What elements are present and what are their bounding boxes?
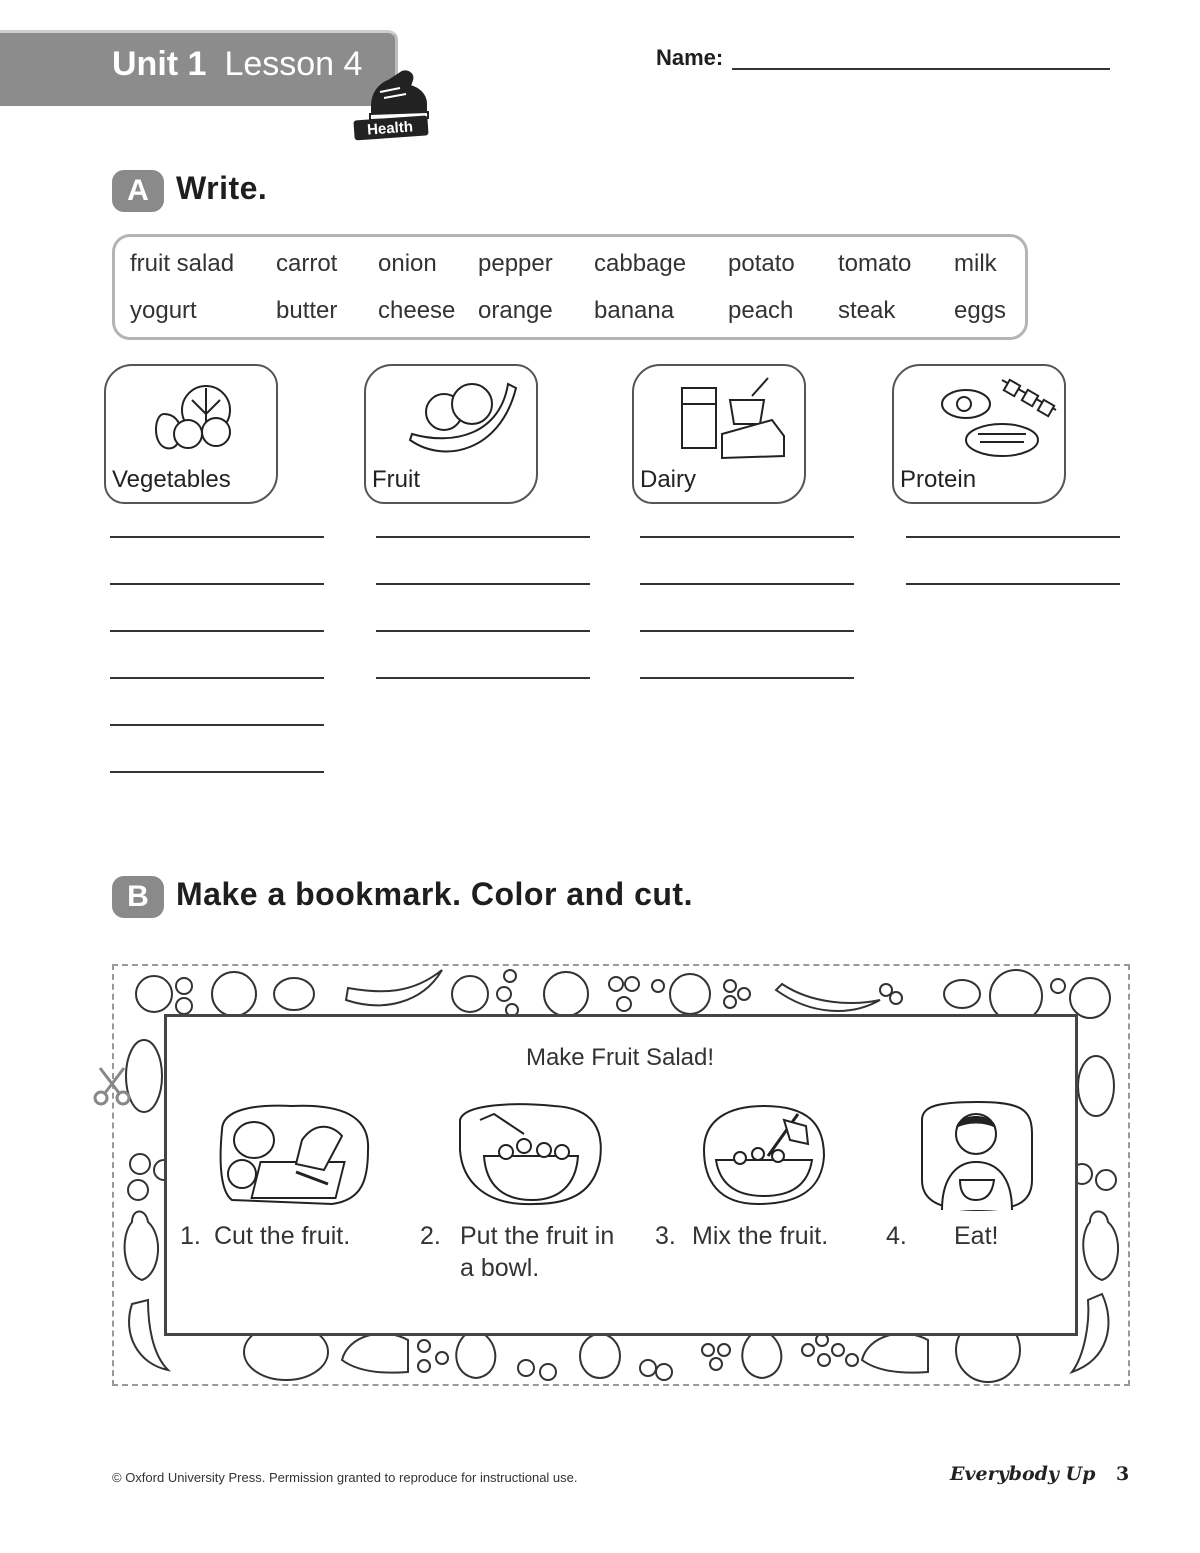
- melon-slice-icon: [342, 1334, 408, 1373]
- protein-icon: [932, 374, 1062, 469]
- berry-icon: [176, 978, 192, 994]
- cherry-icon: [656, 1364, 672, 1380]
- berry-icon: [176, 998, 192, 1014]
- answer-write-line[interactable]: [110, 677, 324, 679]
- orange-icon: [212, 972, 256, 1016]
- word-bank-word: carrot: [276, 250, 338, 277]
- banana-icon: [129, 1300, 168, 1370]
- section-a-badge: A: [112, 170, 164, 212]
- unit-number: Unit 1: [112, 45, 207, 83]
- apple-icon: [452, 976, 488, 1012]
- answer-write-line[interactable]: [376, 630, 590, 632]
- copyright-notice: © Oxford University Press. Permission granted to reproduce for instructional use.: [112, 1470, 578, 1485]
- word-bank-word: milk: [954, 250, 997, 277]
- pear-icon: [125, 1212, 158, 1281]
- step-3-text: Mix the fruit.: [692, 1222, 829, 1250]
- step-4-number: 4.: [886, 1222, 907, 1250]
- apple-icon: [670, 974, 710, 1014]
- answer-write-line[interactable]: [640, 677, 854, 679]
- health-badge-text: Health: [366, 118, 414, 139]
- health-sneaker-icon: [350, 62, 436, 142]
- cherry-icon: [540, 1364, 556, 1380]
- step-2-number: 2.: [420, 1222, 441, 1250]
- answer-write-line[interactable]: [640, 630, 854, 632]
- cherry-icon: [130, 1154, 150, 1174]
- bowl-icon: [454, 1100, 606, 1208]
- word-bank-word: banana: [594, 297, 675, 324]
- pear-icon: [1083, 1212, 1118, 1281]
- category-label: Dairy: [640, 466, 697, 493]
- step-3-number: 3.: [655, 1222, 676, 1250]
- answer-write-line[interactable]: [110, 771, 324, 773]
- category-label: Fruit: [372, 466, 420, 493]
- answer-write-line[interactable]: [110, 536, 324, 538]
- word-bank-word: onion: [378, 250, 437, 277]
- word-bank-word: butter: [276, 297, 338, 324]
- brand-name: Everybody Up: [950, 1463, 1096, 1485]
- name-write-line[interactable]: [732, 68, 1110, 70]
- answer-write-line[interactable]: [640, 583, 854, 585]
- word-bank-word: yogurt: [130, 297, 197, 324]
- cutting-fruit-icon: [212, 1100, 374, 1208]
- cherry-icon: [640, 1360, 656, 1376]
- answer-write-line[interactable]: [110, 630, 324, 632]
- word-bank-word: fruit salad: [130, 250, 235, 277]
- section-a-title: Write.: [176, 170, 268, 206]
- category-label: Vegetables: [112, 466, 231, 493]
- word-bank-word: eggs: [954, 297, 1007, 324]
- fruit-icon: [404, 374, 524, 469]
- apple-icon: [136, 976, 172, 1012]
- answer-write-line[interactable]: [640, 536, 854, 538]
- page-number: 3: [1116, 1463, 1130, 1485]
- vegetables-icon: [144, 374, 254, 459]
- word-bank-word: cheese: [378, 297, 456, 324]
- step-2-text: Put the fruit in a bowl.: [460, 1222, 615, 1282]
- unit-lesson-label: [112, 45, 362, 84]
- answer-write-line[interactable]: [376, 583, 590, 585]
- name-label: Name:: [656, 45, 724, 70]
- answer-write-line[interactable]: [110, 583, 324, 585]
- word-bank-word: potato: [728, 250, 795, 277]
- banana-icon: [346, 970, 442, 1005]
- boy-eating-icon: [918, 1100, 1036, 1212]
- grapes-icon: [1078, 1056, 1114, 1116]
- cherry-icon: [1096, 1170, 1116, 1190]
- step-1-text: Cut the fruit.: [214, 1222, 351, 1250]
- cherry-icon: [518, 1360, 534, 1376]
- answer-write-line[interactable]: [376, 677, 590, 679]
- section-b-title: Make a bookmark. Color and cut.: [176, 876, 693, 912]
- lemon-icon: [274, 978, 314, 1010]
- word-bank-word: peach: [728, 297, 794, 324]
- answer-write-line[interactable]: [906, 536, 1120, 538]
- word-bank-word: orange: [478, 297, 553, 324]
- word-bank-word: steak: [838, 297, 896, 324]
- bookmark-title: Make Fruit Salad!: [525, 1044, 715, 1071]
- step-4-text: Eat!: [954, 1222, 999, 1250]
- category-label: Protein: [900, 466, 977, 493]
- melon-slice-icon: [862, 1334, 928, 1373]
- lemon-icon: [944, 980, 980, 1008]
- step-1-number: 1.: [180, 1222, 201, 1250]
- scissors-icon: [92, 1064, 132, 1108]
- mixing-bowl-icon: [698, 1100, 830, 1208]
- section-b-badge: B: [112, 876, 164, 918]
- word-bank-word: pepper: [478, 250, 553, 277]
- answer-write-line[interactable]: [906, 583, 1120, 585]
- dairy-icon: [672, 374, 792, 469]
- apple-icon: [1070, 978, 1110, 1018]
- word-bank-word: tomato: [838, 250, 912, 277]
- lesson-number: Lesson 4: [224, 45, 363, 83]
- answer-write-line[interactable]: [376, 536, 590, 538]
- word-bank-word: cabbage: [594, 250, 687, 277]
- apple-icon: [544, 972, 588, 1016]
- strawberry-icon: [580, 1334, 620, 1378]
- answer-write-line[interactable]: [110, 724, 324, 726]
- banana-icon: [776, 984, 880, 1011]
